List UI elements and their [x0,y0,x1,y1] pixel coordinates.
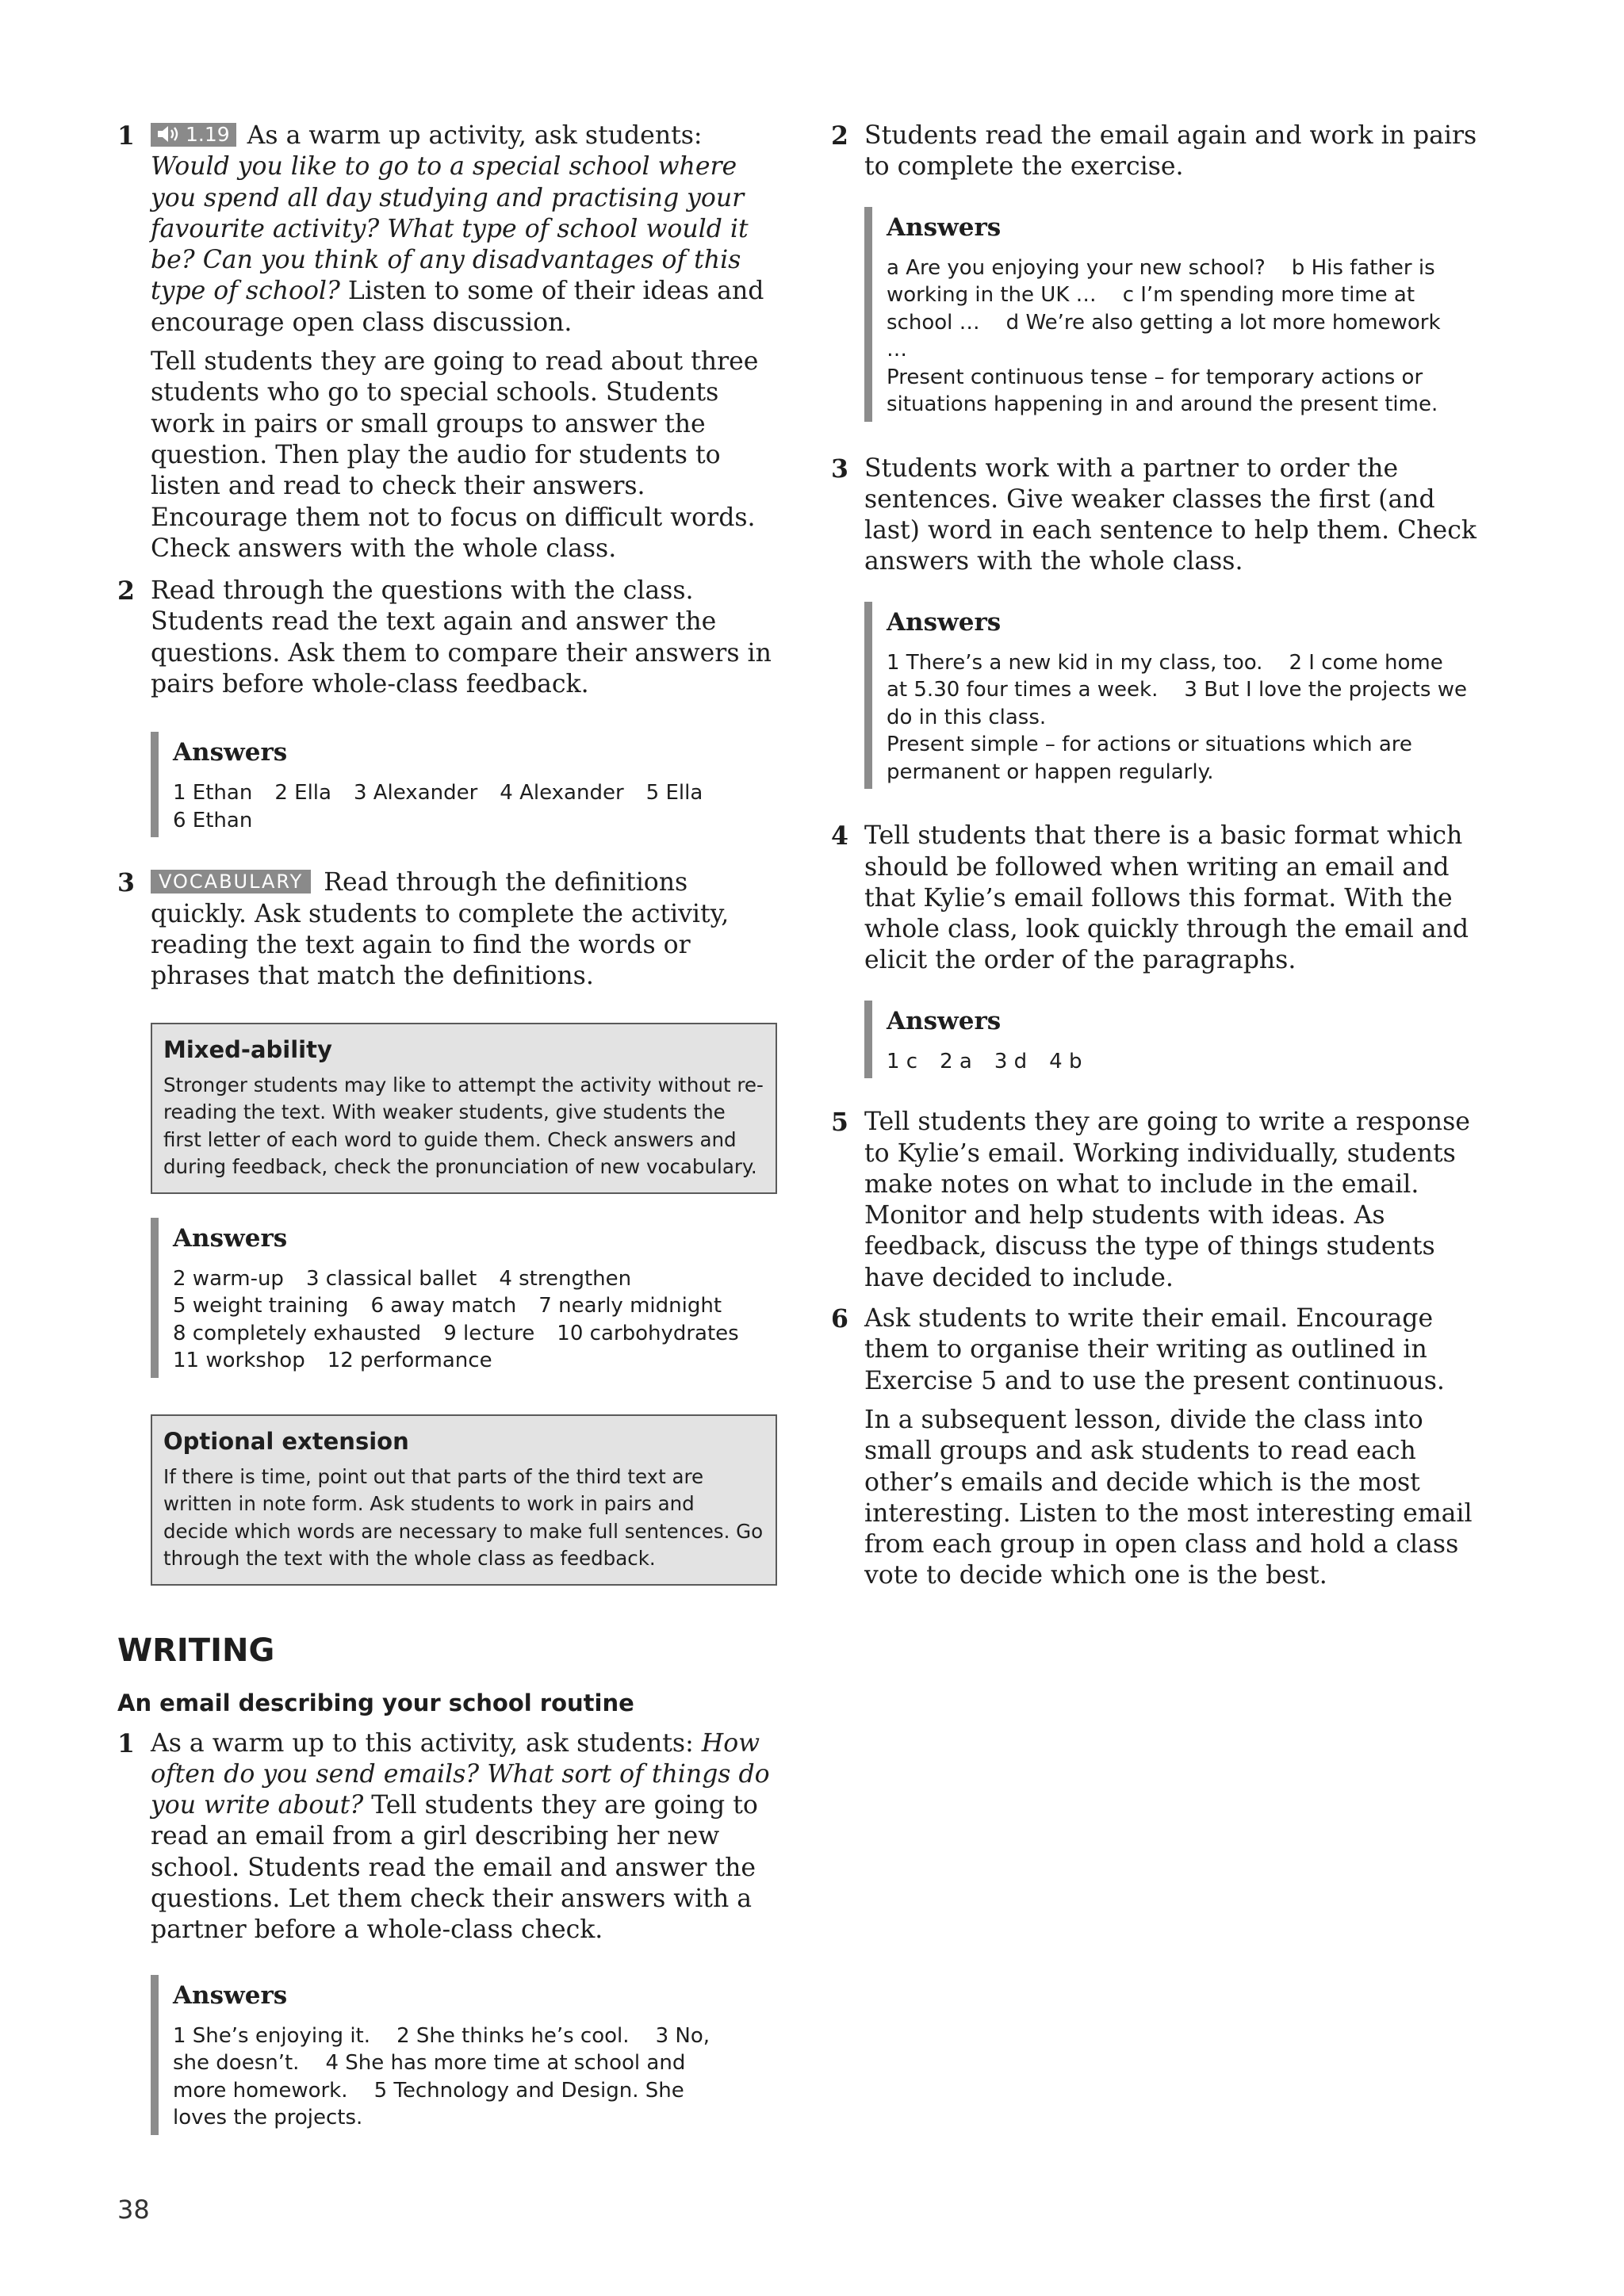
instruction-lead: As a warm up to this activity, ask students: [151,1728,694,1758]
exercise-2 [117,576,777,700]
answers-box [864,1001,1491,1079]
exercise-number: 3 [831,453,848,484]
answer-item: 1 c [887,1049,918,1073]
answer-item: 12 performance [327,1349,492,1373]
answer-item: 2 Ella [274,781,331,806]
answer-item: 9 lecture [443,1321,535,1345]
answers-heading: Answers [173,1223,288,1253]
optional-extension-heading: Optional extension [163,1427,409,1455]
answer-item: 8 completely exhausted [173,1321,422,1345]
left-column [117,121,777,2135]
exercise-1 [117,121,777,564]
section-subtitle: An email describing your school routine [117,1689,634,1716]
answer-item: 4 strengthen [499,1266,632,1291]
exercise-number: 1 [117,121,135,151]
exercise-number: 3 [117,868,135,898]
exercise-2-text: Students read the email again and work in pairs to complete the exercise. [864,121,1477,182]
exercise-number: 5 [831,1108,848,1138]
answer-item: 7 nearly midnight [538,1294,722,1318]
answers-body: 1 There’s a new kid in my class, too. 2 I come home at 5.30 four times a week. 3 But I love the projects we do in this class. [887,650,1474,729]
optional-extension-body: If there is time, point out that parts of the third text are written in note form. Ask students to work in pairs and decide which words are necessary to make full sentences. Go through the text with the whole class as feedback. [163,1464,764,1571]
answer-item: 3 Alexander [353,781,478,806]
warmup-question: How often do you send emails? What sort of things do you write about? [151,1728,770,1820]
instruction-tail: Tell students they are going to read an email from a girl describing her new school. Students read the email and answer the questions. Let them check their answers with a partner before a whole-class check. [151,1791,758,1945]
exercise-number: 2 [831,121,848,151]
answer-item: 4 b [1049,1049,1082,1073]
exercise-5 [831,1107,1491,1294]
exercise-number: 1 [117,1728,135,1758]
exercise-6 [831,1303,1491,1592]
instruction-tail: Listen to some of their ideas and encourage open class discussion. [151,277,764,337]
answers-body [173,779,777,834]
exercise-4 [831,821,1491,976]
exercise-6-paragraph-2: In a subsequent lesson, divide the class into small groups and ask students to read each other’s emails and decide which is the most interesting. Listen to the most interesting email from each group in open class and hold a class vote to decide which one is the best. [864,1405,1473,1590]
answers-heading: Answers [887,212,1002,242]
optional-extension-box [151,1414,777,1586]
answers-body [173,1265,777,1375]
exercise-5-text: Tell students they are going to write a response to Kylie’s email. Working individually, students make notes on what to include in the email. Monitor and help students with ideas. As feedback, discuss the type of things students have decided to include. [864,1108,1470,1292]
answers-body-explanation: Present continuous tense – for temporary actions or situations happening in and around the present time. [887,365,1438,417]
answer-item: 6 Ethan [173,808,253,832]
section-title: WRITING [117,1632,275,1669]
answer-item: 1 Ethan [173,781,253,806]
answers-box [864,207,1491,422]
audio-track-badge[interactable] [151,123,236,147]
answers-heading: Answers [887,607,1002,637]
answers-body-explanation: Present simple – for actions or situations which are permanent or happen regularly. [887,733,1412,784]
writing-exercise-1-text [151,1728,777,1946]
answers-heading: Answers [173,738,288,767]
exercise-1-paragraph-2: Tell students they are going to read about three students who go to special schools. Students work in pairs or small groups to answer the question. Then play the audio for students to listen and read to check their answers. Encourage them not to focus on difficult words. Check answers with the whole class. [151,347,759,563]
answers-heading: Answers [173,1980,288,2010]
answer-item: 6 away match [370,1294,517,1318]
right-column [831,121,1491,1592]
warmup-question: Would you like to go to a special school where you spend all day studying and practising your favourite activity? What type of school would it be? Can you think of any disadvantages of this type of school? [151,152,749,306]
answer-item: 5 weight training [173,1294,349,1318]
answer-item: 3 d [994,1049,1028,1073]
answers-body [887,1048,1491,1076]
answer-item: 5 Ella [645,781,703,806]
answers-box [151,1218,777,1378]
speaker-icon [157,125,182,143]
mixed-ability-heading: Mixed-ability [163,1035,332,1063]
exercise-number: 2 [117,576,135,607]
audio-track-number: 1.19 [186,123,230,146]
answer-item: 2 warm-up [173,1266,284,1291]
exercise-3 [831,453,1491,578]
exercise-4-text: Tell students that there is a basic format which should be followed when writing an email and that Kylie’s email follows this format. With the whole class, look quickly through the email and elicit the order of the paragraphs. [864,821,1469,975]
exercise-2 [831,121,1491,183]
exercise-3-text [151,867,777,992]
answer-item: 3 classical ballet [305,1266,477,1291]
answer-item: 4 Alexander [500,781,624,806]
exercise-1-paragraph-1 [151,121,777,339]
exercise-3-instruction: Read through the definitions quickly. Ask students to complete the activity, reading the text again to find the words or phrases that match the definitions. [151,868,730,991]
exercise-2-text: Read through the questions with the class. Students read the text again and answer the questions. Ask them to compare their answers in pairs before whole-class feedback. [151,576,772,699]
answers-body: a Are you enjoying your new school? b His father is working in the UK … c I’m spending more time at school … d We’re also getting a lot more homework … [887,255,1447,362]
mixed-ability-body: Stronger students may like to attempt the activity without re-reading the text. With weaker students, give students the first letter of each word to guide them. Check answers and during feedback, check the pronunciation of new vocabulary. [163,1073,764,1179]
answers-heading: Answers [887,1006,1002,1035]
answer-item: 2 a [940,1049,972,1073]
answer-item: 10 carbohydrates [557,1321,739,1345]
exercise-3 [117,867,777,992]
exercise-number: 6 [831,1304,848,1334]
answers-box [151,732,777,837]
instruction-lead: As a warm up activity, ask students: [247,121,703,150]
answer-item: 11 workshop [173,1349,305,1373]
answers-box [151,1975,777,2135]
page-number: 38 [117,2195,150,2225]
answers-box [864,602,1491,790]
exercise-3-text: Students work with a partner to order the sentences. Give weaker classes the first (and last) word in each sentence to help them. Check answers with the whole class. [864,453,1477,576]
mixed-ability-box [151,1023,777,1194]
writing-exercise-1 [117,1728,777,1946]
answers-body: 1 She’s enjoying it. 2 She thinks he’s cool. 3 No, she doesn’t. 4 She has more time at school and more homework. 5 Technology and Design. She loves the projects. [173,2023,717,2130]
exercise-6-paragraph-1: Ask students to write their email. Encourage them to organise their writing as outlined in Exercise 5 and to use the present continuous. [864,1304,1445,1395]
exercise-number: 4 [831,821,848,851]
vocabulary-badge: VOCABULARY [151,870,311,894]
